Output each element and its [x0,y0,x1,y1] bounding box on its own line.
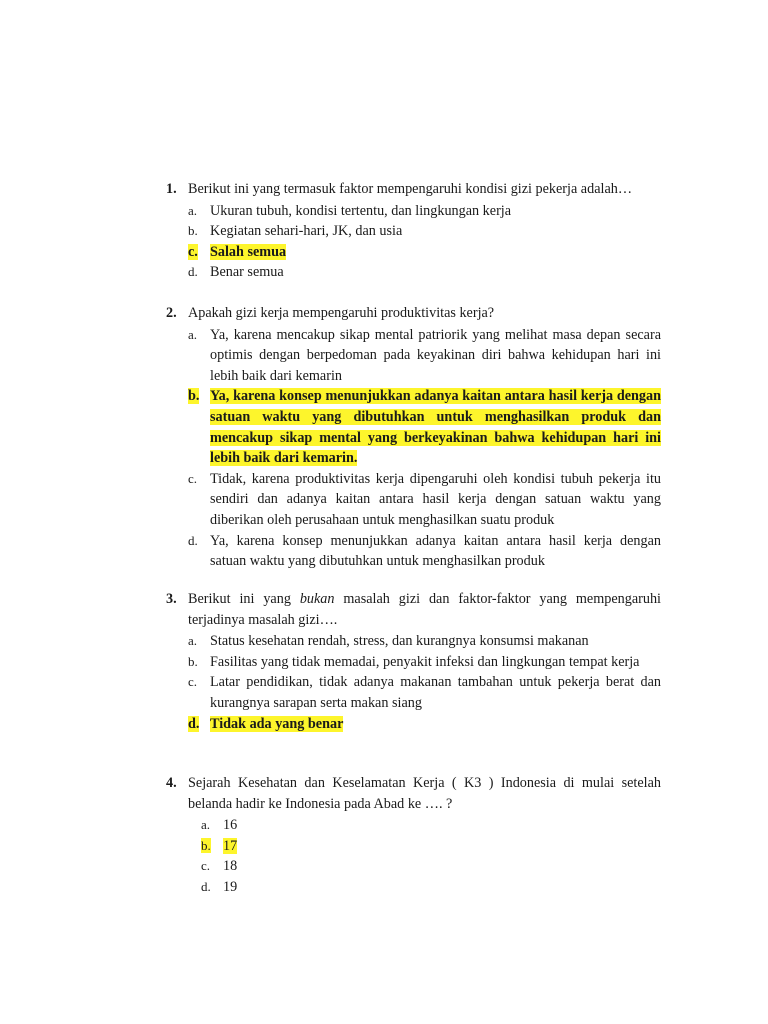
option-c [201,856,661,877]
option-text: Ya, karena mencakup sikap mental patriorik yang melihat masa depan secara optimis dengan berpedoman pada keyakinan diri bahwa kehidupan hari ini lebih baik dari kemarin [210,326,661,384]
option-letter: c. [188,470,198,486]
option-list [166,201,661,283]
option-a [188,201,661,222]
option-d [188,531,661,572]
question-1 [166,179,661,283]
option-list [166,325,661,572]
option-d-answer [188,714,661,735]
option-a [201,815,661,836]
question-text [188,589,661,630]
question-4 [166,773,661,898]
option-list [166,815,661,897]
question-text-part: masalah gizi dan faktor-faktor yang mempengaruhi terjadinya masalah gizi…. [188,591,661,628]
question-number: 4. [166,775,177,791]
option-a [188,631,661,652]
option-letter: b. [188,223,198,239]
option-letter: d. [201,878,211,894]
option-text-highlighted: 17 [223,837,238,854]
option-c [188,672,661,713]
question-number: 2. [166,305,177,321]
question-text: Sejarah Kesehatan dan Keselamatan Kerja ( K3 ) Indonesia di mulai setelah belanda hadir ke Indonesia pada Abad ke …. ? [188,775,661,812]
option-text: Ya, karena konsep menunjukkan adanya kaitan antara hasil kerja dengan satuan waktu yang dibutuhkan untuk menghasilkan produk [210,532,661,570]
option-b [188,221,661,242]
option-d [188,262,661,283]
option-list [166,631,661,734]
option-letter: b. [201,837,211,853]
option-c-answer [188,242,661,263]
option-letter: a. [188,633,198,649]
option-text: Benar semua [210,264,284,281]
question-3 [166,589,661,734]
option-letter: a. [201,817,211,833]
option-text: Latar pendidikan, tidak adanya makanan tambahan untuk pekerja berat dan kurangnya sarapan serta makan siang [210,674,661,711]
option-b-answer [201,836,661,857]
option-letter: b. [188,653,198,669]
option-c [188,469,661,531]
option-letter: c. [188,674,198,690]
option-d [201,877,661,898]
option-letter: a. [188,202,198,218]
option-text: Kegiatan sehari-hari, JK, dan usia [210,223,403,240]
question-text: Berikut ini yang termasuk faktor mempengaruhi kondisi gizi pekerja adalah… [188,181,633,197]
option-text: Tidak, karena produktivitas kerja dipengaruhi oleh kondisi tubuh pekerja itu sendiri dan adanya kaitan antara hasil kerja dengan satuan waktu yang diberikan oleh perusahaan untuk menghasilkan suatu produk [210,470,661,528]
question-text: Apakah gizi kerja mempengaruhi produktivitas kerja? [188,305,495,321]
question-number: 3. [166,591,177,607]
option-text: Ukuran tubuh, kondisi tertentu, dan lingkungan kerja [210,202,512,219]
option-letter: d. [188,264,198,280]
option-b-answer [188,386,661,468]
option-letter: d. [188,532,198,548]
option-letter: c. [201,858,211,874]
option-text-highlighted: Salah semua [210,243,287,260]
question-number: 1. [166,181,177,197]
question-2 [166,303,661,572]
option-letter: a. [188,326,198,342]
option-text: Fasilitas yang tidak memadai, penyakit infeksi dan lingkungan tempat kerja [210,653,640,670]
option-text: Status kesehatan rendah, stress, dan kurangnya konsumsi makanan [210,633,589,650]
option-text-highlighted: Tidak ada yang benar [210,715,344,732]
question-text-emphasis: bukan [299,591,335,607]
option-text-highlighted: Ya, karena konsep menunjukkan adanya kaitan antara hasil kerja dengan satuan waktu yang dibutuhkan untuk menghasilkan produk dan mencakup sikap mental yang berkeyakinan bahwa kehidupan hari ini lebih baik dari kemarin. [210,388,661,467]
option-letter: d. [188,715,200,732]
option-letter: c. [188,243,198,260]
option-a [188,325,661,387]
option-b [188,652,661,673]
option-text: 19 [223,878,238,895]
option-letter: b. [188,388,200,405]
option-text: 18 [223,858,238,875]
question-text-part: Berikut ini yang [188,591,300,607]
option-text: 16 [223,817,238,834]
